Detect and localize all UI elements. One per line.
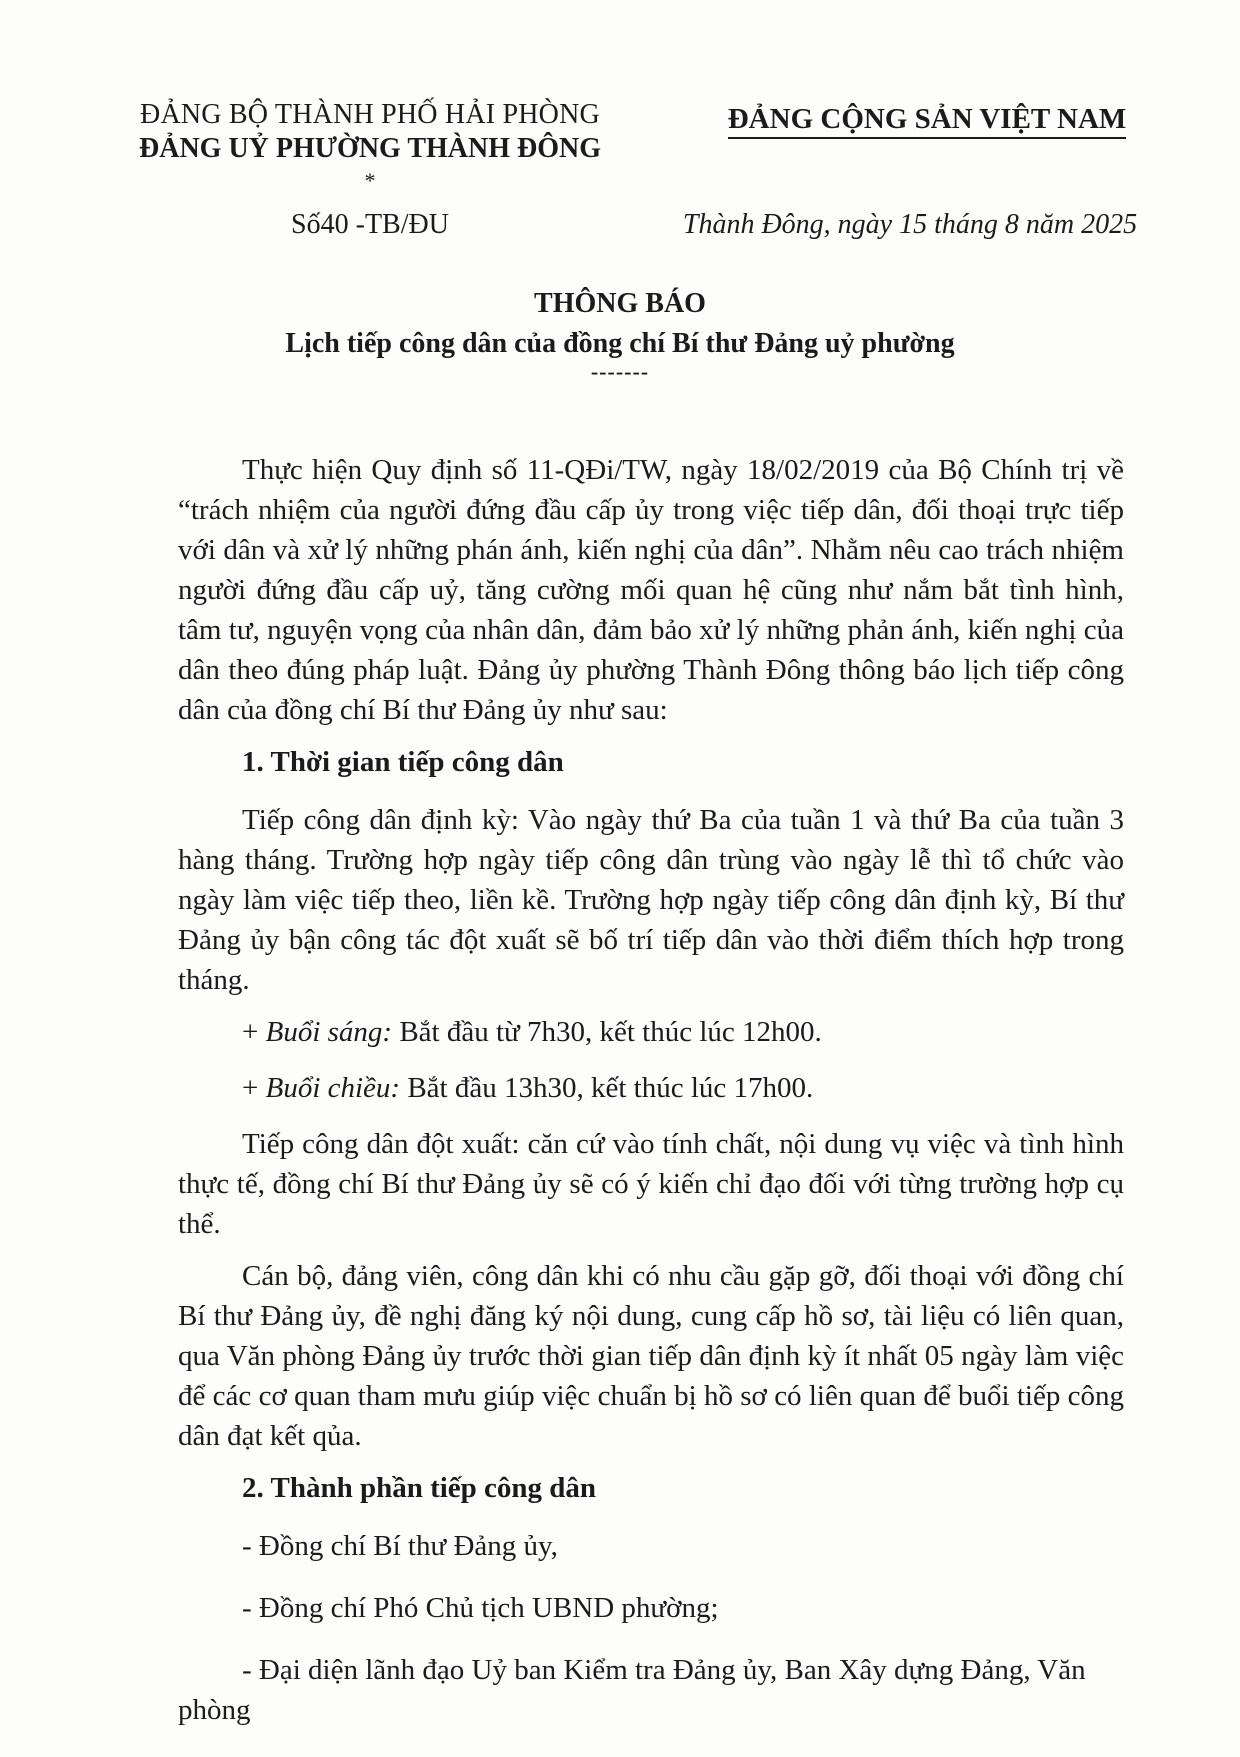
title-divider: -------: [590, 359, 650, 384]
document-title-block: [0, 286, 1240, 382]
document-body: [178, 450, 1124, 1730]
registration-paragraph: Cán bộ, đảng viên, công dân khi có nhu cầu gặp gỡ, đối thoại với đồng chí Bí thư Đảng ủy, đề nghị đăng ký nội dung, cung cấp hồ sơ, tài liệu có liên quan, qua Văn phòng Đảng ủy trước thời gian tiếp dân định kỳ ít nhất 05 ngày làm việc để các cơ quan tham mưu giúp việc chuẩn bị hồ sơ có liên quan để buổi tiếp công dân đạt kết qủa.: [178, 1260, 1124, 1452]
list-item: - Đồng chí Bí thư Đảng ủy,: [242, 1530, 558, 1562]
party-header: [712, 102, 1142, 139]
list-item: - Đại diện lãnh đạo Uỷ ban Kiểm tra Đảng ủy, Ban Xây dựng Đảng, Văn phòng: [178, 1654, 1086, 1726]
document-title: THÔNG BÁO: [534, 288, 706, 319]
parent-organization: ĐẢNG BỘ THÀNH PHỐ HẢI PHÒNG: [140, 99, 600, 130]
adhoc-paragraph: Tiếp công dân đột xuất: căn cứ vào tính chất, nội dung vụ việc và tình hình thực tế, đồng chí Bí thư Đảng ủy sẽ có ý kiến chỉ đạo đối với từng trường hợp cụ thể.: [178, 1128, 1124, 1240]
afternoon-label: Buổi chiều:: [265, 1072, 401, 1104]
intro-paragraph: Thực hiện Quy định số 11-QĐi/TW, ngày 18/02/2019 của Bộ Chính trị về “trách nhiệm của người đứng đầu cấp ủy trong việc tiếp dân, đối thoại trực tiếp với dân và xử lý những phán ánh, kiến nghị của dân”. Nhằm nêu cao trách nhiệm người đứng đầu cấp uỷ, tăng cường mối quan hệ cũng như nắm bắt tình hình, tâm tư, nguyện vọng của nhân dân, đảm bảo xử lý những phản ánh, kiến nghị của dân theo đúng pháp luật. Đảng ủy phường Thành Đông thông báo lịch tiếp công dân của đồng chí Bí thư Đảng ủy như sau:: [178, 454, 1124, 726]
morning-label: Buổi sáng:: [265, 1016, 393, 1048]
periodic-schedule-paragraph: Tiếp công dân định kỳ: Vào ngày thứ Ba của tuần 1 và thứ Ba của tuần 3 hàng tháng. Trường hợp ngày tiếp công dân trùng vào ngày lễ thì tổ chức vào ngày làm việc tiếp theo, liền kề. Trường hợp ngày tiếp công dân định kỳ, Bí thư Đảng ủy bận công tác đột xuất sẽ bố trí tiếp dân vào thời điểm thích hợp trong tháng.: [178, 804, 1124, 996]
morning-prefix: +: [242, 1016, 266, 1048]
organization-name: ĐẢNG UỶ PHƯỜNG THÀNH ĐÔNG: [139, 133, 601, 164]
document-subtitle: Lịch tiếp công dân của đồng chí Bí thư Đảng uỷ phường: [285, 328, 955, 359]
morning-text: Bắt đầu từ 7h30, kết thúc lúc 12h00.: [392, 1016, 822, 1048]
morning-schedule: [178, 1012, 1124, 1052]
list-item: - Đồng chí Phó Chủ tịch UBND phường;: [242, 1592, 719, 1624]
party-name: ĐẢNG CỘNG SẢN VIỆT NAM: [728, 102, 1127, 139]
section-1-heading: 1. Thời gian tiếp công dân: [242, 746, 564, 778]
afternoon-schedule: [178, 1068, 1124, 1108]
star-mark: *: [364, 168, 376, 193]
issuing-organization: [110, 98, 630, 192]
place-and-date: Thành Đông, ngày 15 tháng 8 năm 2025: [682, 209, 1138, 240]
afternoon-text: Bắt đầu 13h30, kết thúc lúc 17h00.: [400, 1072, 814, 1104]
document-number: Số40 -TB/ĐU: [291, 209, 449, 240]
section-2-heading: 2. Thành phần tiếp công dân: [242, 1472, 597, 1504]
afternoon-prefix: +: [242, 1072, 266, 1104]
